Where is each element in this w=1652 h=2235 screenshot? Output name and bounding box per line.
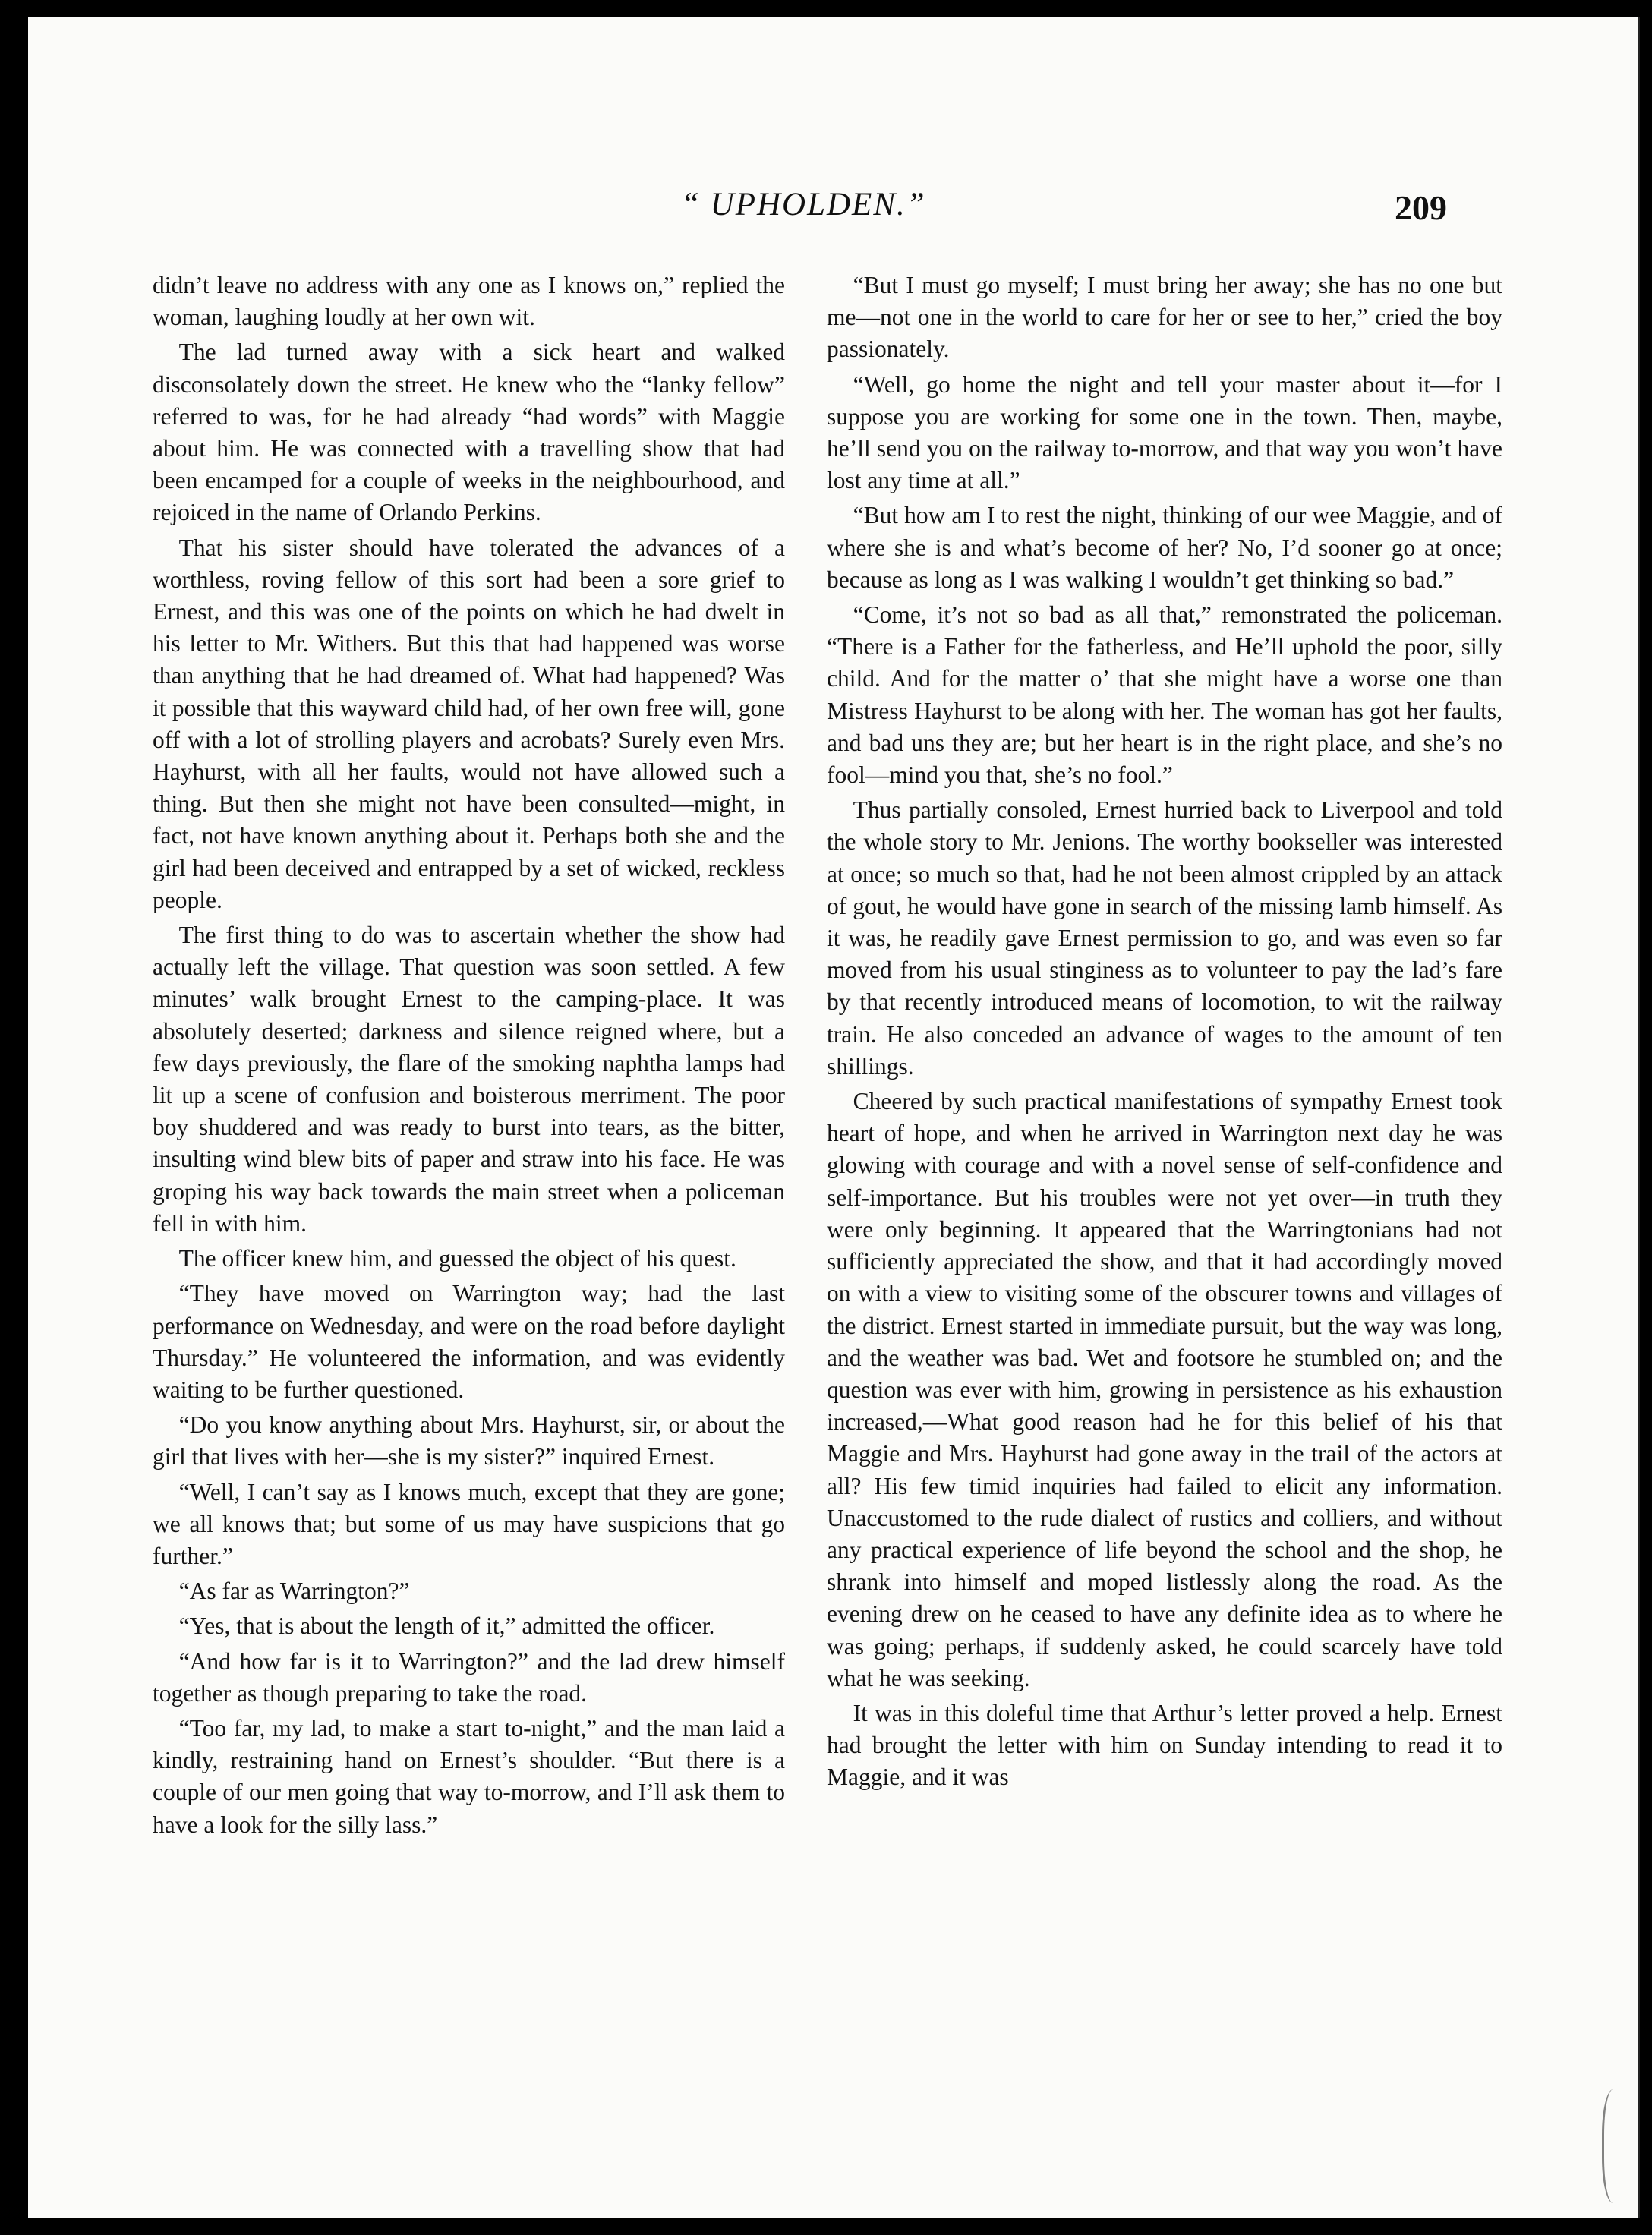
paragraph: “Well, I can’t say as I knows much, except that they are gone; we all knows that; but some of us may have suspicions that go further.” [153,1478,785,1569]
left-column [153,270,785,1844]
paragraph: “Too far, my lad, to make a start to-night,” and the man laid a kindly, restraining hand on Ernest’s shoulder. “But there is a couple of our men going that way to-morrow, and I’ll ask them to have a look for the silly lass.” [153,1714,785,1838]
paragraph: “They have moved on Warrington way; had the last performance on Wednesday, and were on the road before daylight Thursday.” He volunteered the information, and was evidently waiting to be further questioned. [153,1280,785,1403]
scan-border [0,0,28,2235]
paragraph: “Do you know anything about Mrs. Hayhurst, sir, or about the girl that lives with her—she is my sister?” inquired Ernest. [153,1411,785,1471]
paragraph: “Yes, that is about the length of it,” admitted the officer. [178,1612,715,1640]
paragraph: “And how far is it to Warrington?” and the lad drew himself together as though preparing to take the road. [153,1647,785,1707]
book-page [28,17,1640,2218]
running-head: “ UPHOLDEN.” [681,187,926,222]
paragraph: That his sister should have tolerated the advances of a worthless, roving fellow of this sort had been a sore grief to Ernest, and this was one of the points on which he had dwelt in his letter to Mr. Withers. But this that had happened was worse than anything that he had dreamed of. What had happened? Was it possible that this wayward child had, of her own free will, gone off with a lot of strolling players and acrobats? Surely even Mrs. Hayhurst, with all her faults, would not have allowed such a thing. But then she might not have been consulted—might, in fact, not have known anything about it. Perhaps both she and the girl had been deceived and entrapped by a set of wicked, reckless people. [153,534,785,913]
paragraph: “As far as Warrington?” [178,1578,410,1605]
page-header [28,186,1638,239]
paragraph: “Come, it’s not so bad as all that,” remonstrated the policeman. “There is a Father for the fatherless, and He’ll uphold the poor, silly child. And for the matter o’ that she might have a worse one than Mistress Hayhurst to be along with her. The woman has got her faults, and bad uns they are; but her heart is in the right place, and she’s no fool—mind you that, she’s no fool.” [827,601,1502,789]
page-number: 209 [1395,188,1447,227]
paragraph: Cheered by such practical manifestations of sympathy Ernest took heart of hope, and when he arrived in Warrington next day he was glowing with courage and with a novel sense of self-confidence and self-importance. But his troubles were not yet over—in truth they were only beginning. It appeared that the Warringtonians had not sufficiently appreciated the show, and that it had accordingly moved on with a view to visiting some of the obscurer towns and villages of the district. Ernest started in immediate pursuit, but the way was long, and the weather was bad. Wet and footsore he stumbled on; and the question was ever with him, growing in persistence as his exhaustion increased,—What good reason had he for this belief of his that Maggie and Mrs. Hayhurst had gone away in the trail of the actors at all? His few timid inquiries had failed to elicit any information. Unaccustomed to the rude dialect of rustics and colliers, and without any practical experience of life beyond the school and the shop, he shrank into himself and moped listlessly along the road. As the evening drew on he ceased to have any definite idea as to where he was going; perhaps, if suddenly asked, he could scarcely have told what he was seeking. [827,1088,1502,1691]
paragraph: “But I must go myself; I must bring her away; she has no one but me—not one in the world to care for her or see to her,” cried the boy passionately. [827,272,1502,363]
paragraph: Thus partially consoled, Ernest hurried back to Liverpool and told the whole story to Mr. Jenions. The worthy bookseller was interested at once; so much so that, had he not been almost crippled by an attack of gout, he would have gone in search of the missing lamb himself. As it was, he readily gave Ernest permission to go, and was even so far moved from his usual stinginess as to volunteer to pay the lad’s fare by that recently introduced means of locomotion, to wit the railway train. He also conceded an advance of wages to the amount of ten shillings. [827,796,1502,1080]
paragraph: It was in this doleful time that Arthur’s letter proved a help. Ernest had brought the letter with him on Sunday intending to read it to Maggie, and it was [827,1699,1502,1791]
right-column [827,270,1502,1797]
paragraph: “Well, go home the night and tell your master about it—for I suppose you are working for some one in the town. Then, maybe, he’ll send you on the railway to-morrow, and that way you won’t have lost any time at all.” [827,370,1502,494]
paragraph: The first thing to do was to ascertain whether the show had actually left the village. That question was soon settled. A few minutes’ walk brought Ernest to the camping-place. It was absolutely deserted; darkness and silence reigned where, but a few days previously, the flare of the smoking naphtha lamps had lit up a scene of confusion and boisterous merriment. The poor boy shuddered and was ready to burst into tears, as the bitter, insulting wind blew bits of paper and straw into his face. He was groping his way back towards the main street when a policeman fell in with him. [153,922,785,1237]
paragraph: The officer knew him, and guessed the object of his quest. [178,1245,736,1272]
paragraph: didn’t leave no address with any one as I knows on,” replied the woman, laughing loudly at her own wit. [153,272,785,331]
page-curl-mark [1602,2089,1630,2203]
paragraph: The lad turned away with a sick heart and walked disconsolately down the street. He knew who the “lanky fellow” referred to was, for he had already “had words” with Maggie about him. He was connected with a travelling show that had been encamped for a couple of weeks in the neighbourhood, and rejoiced in the name of Orlando Perkins. [153,339,785,526]
paragraph: “But how am I to rest the night, thinking of our wee Maggie, and of where she is and what’s become of her? No, I’d sooner go at once; because as long as I was walking I wouldn’t get thinking so bad.” [827,502,1502,593]
